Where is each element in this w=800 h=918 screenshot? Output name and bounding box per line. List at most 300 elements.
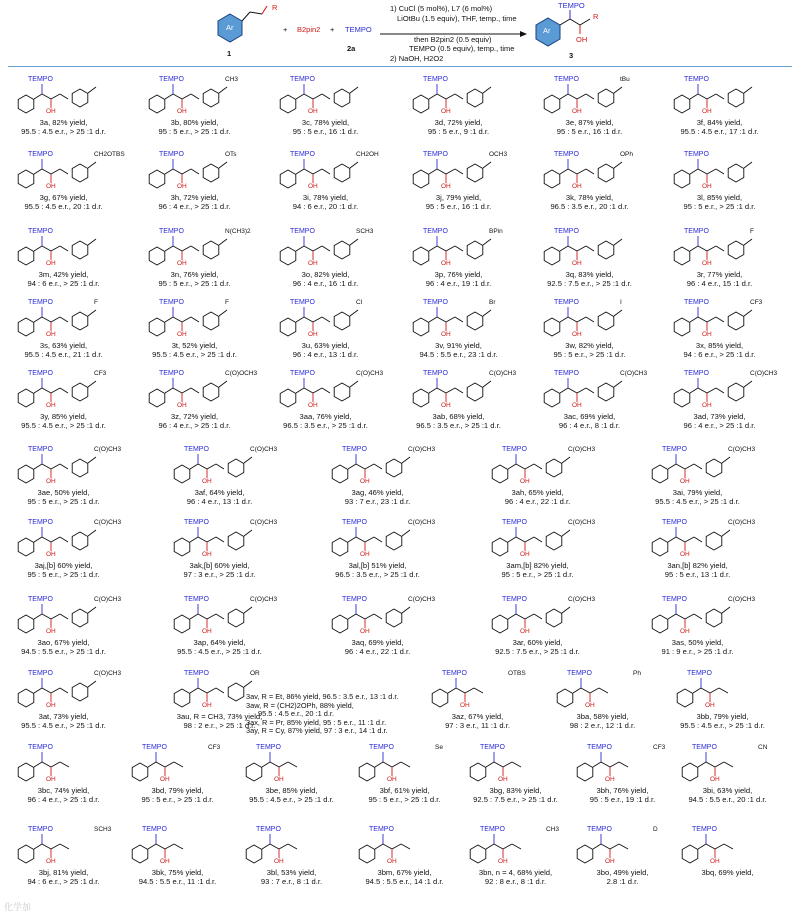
tempo-label: TEMPO: [662, 596, 687, 603]
tempo-label: TEMPO: [684, 151, 709, 158]
bond: [698, 317, 707, 322]
bond: [262, 844, 270, 849]
compound-yield: 3v, 91% yield,: [435, 341, 482, 350]
substituent-bond: [219, 239, 227, 245]
phenyl-ring: [544, 247, 560, 265]
bond: [190, 688, 198, 693]
compound-selectivity: 98 : 2 e.r., > 25 :1 d.r.: [183, 721, 256, 730]
oh-label: OH: [308, 402, 318, 409]
substituent-bond: [350, 162, 358, 168]
oh-label: OH: [46, 331, 56, 338]
bond: [437, 246, 446, 251]
substituent-bond: [614, 239, 622, 245]
oh-label: OH: [520, 551, 530, 558]
bond: [173, 246, 182, 251]
ether-bond: [216, 464, 224, 469]
chain-bond: [724, 762, 733, 767]
bond: [383, 762, 392, 767]
substituent-bond: [219, 87, 227, 93]
compound-selectivity: 96 : 4 e.r., 22 :1 d.r.: [504, 497, 571, 506]
substituent-label: C(O)CH3: [728, 596, 756, 603]
substituent-label: OTBS: [508, 670, 526, 677]
oh-label: OH: [360, 628, 370, 635]
bond: [207, 464, 216, 469]
bond: [503, 762, 512, 767]
ether-bond: [216, 688, 224, 693]
compound-selectivity: 94 : 6 e.r., 20 :1 d.r.: [292, 202, 359, 211]
oh-label: OH: [585, 702, 595, 709]
bond: [182, 388, 191, 393]
tempo-label: TEMPO: [342, 446, 367, 453]
bond: [190, 464, 198, 469]
aryl-ring: [72, 683, 88, 701]
bond: [690, 388, 698, 393]
oh-label: OH: [572, 183, 582, 190]
substituent-label: SCH3: [356, 228, 374, 235]
compound-selectivity: 95.5 : 4.5 e.r., > 25 :1 d.r.: [21, 127, 106, 136]
chain-bond: [174, 844, 183, 849]
compound-yield: 3ag, 46% yield,: [351, 488, 404, 497]
compound-selectivity: 96 : 4 e.r., 13 :1 d.r.: [186, 497, 253, 506]
tempo-label: TEMPO: [159, 151, 184, 158]
substituent-label: CF3: [94, 370, 107, 377]
substituent-label: tBu: [620, 76, 630, 83]
substituent-bond: [614, 310, 622, 316]
aryl-ring: [728, 312, 744, 330]
compound-yield: 3w, 82% yield,: [565, 341, 614, 350]
bond: [51, 169, 60, 174]
aryl-ring: [728, 164, 744, 182]
substituent-label: C(O)CH3: [250, 596, 278, 603]
compound-selectivity: 96.5 : 3.5 e.r., > 25 :1 d.r.: [335, 570, 420, 579]
substituent-label: OR: [250, 670, 260, 677]
phenyl-ring: [332, 465, 348, 483]
product-oh: OH: [576, 35, 588, 44]
bond: [577, 246, 586, 251]
bond: [42, 94, 51, 99]
aryl-ring: [72, 164, 88, 182]
compound-3bk: [120, 820, 235, 916]
substituent-bond: [744, 162, 752, 168]
ether-bond: [455, 246, 463, 251]
compound-3bo: [565, 820, 680, 916]
compound-selectivity: 94.5 : 5.5 e.r., 11 :1 d.r.: [138, 877, 217, 886]
ether-bond: [455, 317, 463, 322]
substituent-bond: [88, 457, 96, 463]
compound-selectivity: 95.5 : 4.5 e.r., 20 :1 d.r.: [24, 202, 103, 211]
bond: [148, 762, 156, 767]
tempo-label: TEMPO: [184, 596, 209, 603]
compound-yield: 3y, 85% yield,: [40, 412, 87, 421]
oh-label: OH: [387, 776, 397, 783]
tempo-label: TEMPO: [28, 519, 53, 526]
aryl-ring: [728, 383, 744, 401]
oh-label: OH: [520, 478, 530, 485]
compound-selectivity: 96 : 4 e.r., 8 :1 d.r.: [558, 421, 621, 430]
ether-bond: [374, 614, 382, 619]
compound-selectivity: 96.5 : 3.5 e.r., > 25 :1 d.r.: [416, 421, 501, 430]
compound-selectivity: 95.5 : 4.5 e.r., > 25 :1 d.r.: [655, 497, 740, 506]
compound-selectivity: 96.5 : 3.5 e.r., > 25 :1 d.r.: [283, 421, 368, 430]
chain-bond: [288, 844, 297, 849]
phenyl-ring: [149, 247, 165, 265]
bond: [279, 844, 288, 849]
compound-yield: 3bo, 49% yield,: [596, 868, 649, 877]
substituent-label: C(O)CH3: [728, 446, 756, 453]
aryl-ring: [386, 532, 402, 550]
compound-yield: 3ak,[b] 60% yield,: [189, 561, 250, 570]
oh-label: OH: [160, 776, 170, 783]
substituent-label: C(O)CH3: [568, 519, 596, 526]
bond: [690, 94, 698, 99]
bond: [173, 94, 182, 99]
substituent-bond: [483, 310, 491, 316]
compound-selectivity: 95 : 5 e.r., > 25 :1 d.r.: [368, 795, 441, 804]
substituent-label: OCH3: [489, 151, 508, 158]
bond: [448, 688, 456, 693]
oh-label: OH: [46, 858, 56, 865]
chain-bond: [288, 762, 297, 767]
bond: [42, 844, 51, 849]
series-line: 3aw, R = (CH2)2OPh, 88% yield,: [246, 700, 354, 710]
ether-bond: [455, 169, 463, 174]
tempo-label: TEMPO: [290, 76, 315, 83]
phenyl-ring: [674, 247, 690, 265]
bond: [182, 246, 191, 251]
compound-selectivity: 94 : 6 e.r., > 25 :1 d.r.: [683, 350, 756, 359]
aryl-ring: [728, 241, 744, 259]
phenyl-ring: [492, 465, 508, 483]
substituent-bond: [562, 607, 570, 613]
bond: [429, 388, 437, 393]
bond: [304, 94, 313, 99]
bond: [707, 317, 716, 322]
tempo-label: TEMPO: [28, 76, 53, 83]
bond: [207, 688, 216, 693]
bond: [690, 169, 698, 174]
tempo-label: TEMPO: [28, 299, 53, 306]
bond: [34, 464, 42, 469]
substituent-label: Cl: [356, 299, 363, 306]
substituent-bond: [483, 87, 491, 93]
bond: [601, 762, 610, 767]
bond: [503, 844, 512, 849]
aryl-ring: [467, 241, 483, 259]
substituent-label: CF3: [750, 299, 763, 306]
aryl-ring: [386, 459, 402, 477]
substituent-bond: [244, 681, 252, 687]
bond: [525, 614, 534, 619]
bond: [568, 246, 577, 251]
compound-selectivity: 96 : 4 e.r., > 25 :1 d.r.: [158, 202, 231, 211]
compound-yield: 3r, 77% yield,: [696, 270, 743, 279]
compound-selectivity: 94.5 : 5.5 e.r., > 25 :1 d.r.: [21, 647, 106, 656]
phenyl-ring: [174, 538, 190, 556]
substituent-label: I: [620, 299, 622, 306]
tempo-label: TEMPO: [692, 826, 717, 833]
bond: [568, 94, 577, 99]
oh-label: OH: [572, 331, 582, 338]
compound-yield: 3bc, 74% yield,: [37, 786, 90, 795]
tempo-label: TEMPO: [159, 299, 184, 306]
substituent-label: C(O)CH3: [94, 596, 122, 603]
phenyl-ring: [149, 318, 165, 336]
aryl-ring: [598, 89, 614, 107]
compound-yield: 3as, 50% yield,: [671, 638, 724, 647]
aryl-ring: [72, 89, 88, 107]
ether-bond: [191, 246, 199, 251]
bond: [42, 388, 51, 393]
phenyl-ring: [174, 465, 190, 483]
bond: [182, 169, 191, 174]
tempo-label: TEMPO: [554, 151, 579, 158]
chain-bond: [60, 762, 69, 767]
bond: [516, 464, 525, 469]
bond: [516, 537, 525, 542]
aryl-ring: [334, 164, 350, 182]
bond: [715, 844, 724, 849]
substituent-label: D: [653, 826, 658, 833]
aryl-ring: [467, 164, 483, 182]
bond: [34, 537, 42, 542]
bond: [590, 688, 599, 693]
bond: [42, 464, 51, 469]
bond: [668, 464, 676, 469]
bond: [198, 688, 207, 693]
phenyl-ring: [246, 763, 262, 781]
compound-selectivity: 95 : 5 e.r., 16 :1 d.r.: [556, 127, 623, 136]
substituent-bond: [483, 162, 491, 168]
substituent-label: F: [225, 299, 229, 306]
compound-selectivity: 94.5 : 5.5 e.r., 14 :1 d.r.: [365, 877, 444, 886]
oh-label: OH: [308, 331, 318, 338]
tempo-label: TEMPO: [256, 826, 281, 833]
phenyl-ring: [544, 389, 560, 407]
tempo-label: TEMPO: [256, 744, 281, 751]
tempo-label: TEMPO: [554, 299, 579, 306]
bond: [34, 169, 42, 174]
tempo-label: TEMPO: [369, 826, 394, 833]
compound-yield: 3ah, 65% yield,: [511, 488, 564, 497]
tempo-label: TEMPO: [290, 151, 315, 158]
bond: [207, 614, 216, 619]
phenyl-ring: [674, 389, 690, 407]
compound-selectivity: 96 : 4 e.r., 22 :1 d.r.: [344, 647, 411, 656]
substituent-label: C(O)CH3: [408, 596, 436, 603]
bond: [42, 537, 51, 542]
compound-selectivity: 95 : 5 e.r., > 25 :1 d.r.: [158, 279, 231, 288]
ether-bond: [586, 246, 594, 251]
aryl-ring: [706, 532, 722, 550]
compound-yield: 3bq, 69% yield,: [701, 868, 754, 877]
oh-label: OH: [177, 331, 187, 338]
phenyl-ring: [18, 845, 34, 863]
compound-selectivity: 95 : 5 e.r., 19 :1 d.r.: [589, 795, 656, 804]
substituent-bond: [562, 530, 570, 536]
bond: [173, 388, 182, 393]
bond: [198, 464, 207, 469]
bond: [465, 688, 474, 693]
bond: [568, 317, 577, 322]
substituent-label: F: [750, 228, 754, 235]
compound-3bq: [670, 820, 785, 916]
compound-selectivity: 96 : 4 e.r., > 25 :1 d.r.: [683, 421, 756, 430]
phenyl-ring: [652, 538, 668, 556]
substituent-bond: [614, 162, 622, 168]
compound-yield: 3bk, 75% yield,: [151, 868, 204, 877]
aryl-ring: [598, 164, 614, 182]
bond: [560, 246, 568, 251]
ether-bond: [216, 537, 224, 542]
oh-label: OH: [702, 331, 712, 338]
bond: [698, 169, 707, 174]
oh-label: OH: [360, 478, 370, 485]
phenyl-ring: [682, 763, 698, 781]
aryl-ring: [546, 609, 562, 627]
oh-label: OH: [274, 858, 284, 865]
bond: [348, 464, 356, 469]
tempo-label: TEMPO: [554, 370, 579, 377]
bond: [51, 614, 60, 619]
series-line: 3ay, R = Cy, 87% yield, 97 : 3 e.r., 14 :1 d.r.: [246, 726, 388, 736]
compound-yield: 3ar, 60% yield,: [512, 638, 563, 647]
compound-selectivity: 95 : 5 e.r., > 25 :1 d.r.: [501, 570, 574, 579]
substituent-bond: [722, 530, 730, 536]
substituent-label: CH2OTBS: [94, 151, 125, 158]
bond: [593, 844, 601, 849]
bond: [707, 94, 716, 99]
compound-selectivity: 95.5 : 4.5 e.r., > 25 :1 d.r.: [21, 421, 106, 430]
substituent-bond: [88, 681, 96, 687]
bond: [486, 844, 494, 849]
bond: [701, 688, 710, 693]
substituent-bond: [219, 310, 227, 316]
bond: [581, 688, 590, 693]
bond: [577, 388, 586, 393]
phenyl-ring: [432, 689, 448, 707]
phenyl-ring: [18, 95, 34, 113]
bond: [356, 464, 365, 469]
phenyl-ring: [332, 615, 348, 633]
ether-bond: [322, 246, 330, 251]
substituent-label: Ph: [633, 670, 641, 677]
compound-yield: 3o, 82% yield,: [301, 270, 350, 279]
chain-bond: [401, 762, 410, 767]
oh-label: OH: [702, 108, 712, 115]
aryl-ring: [467, 89, 483, 107]
substituent-bond: [744, 381, 752, 387]
phenyl-ring: [280, 95, 296, 113]
ether-bond: [694, 464, 702, 469]
tempo-label: TEMPO: [28, 228, 53, 235]
ether-bond: [716, 388, 724, 393]
oh-label: OH: [572, 260, 582, 267]
aryl-label-1: Ar: [226, 23, 234, 32]
compound-yield: 3ao, 67% yield,: [37, 638, 90, 647]
bond: [698, 844, 706, 849]
condition-1: 1) CuCl (5 mol%), L7 (6 mol%): [390, 4, 493, 13]
phenyl-ring: [18, 763, 34, 781]
compound-yield: 3z, 72% yield,: [170, 412, 219, 421]
tempo-label: TEMPO: [184, 446, 209, 453]
bond: [577, 169, 586, 174]
compound-selectivity: 95 : 5 e.r., > 25 :1 d.r.: [27, 497, 100, 506]
bond: [348, 614, 356, 619]
substituent-label: C(O)CH3: [94, 446, 122, 453]
substituent-bond: [722, 457, 730, 463]
tempo-label: TEMPO: [442, 670, 467, 677]
bond: [173, 169, 182, 174]
ether-bond: [60, 537, 68, 542]
substituent-bond: [244, 457, 252, 463]
oh-label: OH: [160, 858, 170, 865]
oh-label: OH: [177, 183, 187, 190]
bond: [313, 246, 322, 251]
compound-selectivity: 92.5 : 7.5 e.r., > 25 :1 d.r.: [547, 279, 632, 288]
substituent-bond: [722, 607, 730, 613]
oh-label: OH: [680, 628, 690, 635]
compound-yield: 3ad, 73% yield,: [693, 412, 746, 421]
compound-selectivity: 95 : 5 e.r., > 25 :1 d.r.: [553, 350, 626, 359]
bond: [437, 317, 446, 322]
aryl-ring: [598, 241, 614, 259]
tempo-label: TEMPO: [159, 76, 184, 83]
compound-yield: 3bm, 67% yield,: [377, 868, 432, 877]
substituent-bond: [244, 607, 252, 613]
bond: [148, 844, 156, 849]
bond: [165, 94, 173, 99]
tempo-label: TEMPO: [28, 151, 53, 158]
oh-label: OH: [46, 260, 56, 267]
phenyl-ring: [246, 845, 262, 863]
compound-selectivity: 96 : 4 e.r., 15 :1 d.r.: [686, 279, 753, 288]
compound-yield: 3al,[b] 51% yield,: [348, 561, 407, 570]
bond: [560, 388, 568, 393]
substituent-label: F: [94, 299, 98, 306]
r-group-1: R: [272, 3, 278, 12]
oh-label: OH: [46, 478, 56, 485]
condition-2: LiOtBu (1.5 equiv), THF, temp., time: [397, 14, 517, 23]
bond: [668, 614, 676, 619]
bond: [156, 762, 165, 767]
phenyl-ring: [18, 318, 34, 336]
tempo-label: TEMPO: [28, 826, 53, 833]
ether-bond: [216, 614, 224, 619]
ether-bond: [534, 464, 542, 469]
aryl-ring: [728, 89, 744, 107]
plus-sign-2: +: [330, 25, 335, 34]
bond: [348, 537, 356, 542]
oh-label: OH: [308, 108, 318, 115]
compound-selectivity: 95.5 : 4.5 e.r., > 25 :1 d.r.: [152, 350, 237, 359]
compound-yield: 3be, 85% yield,: [265, 786, 318, 795]
bond: [577, 94, 586, 99]
bond: [685, 614, 694, 619]
tempo-label: TEMPO: [502, 446, 527, 453]
bond: [42, 169, 51, 174]
bond: [313, 94, 322, 99]
bond: [51, 688, 60, 693]
ether-bond: [60, 169, 68, 174]
compound-yield: 3ae, 50% yield,: [37, 488, 90, 497]
substituent-label: Se: [435, 744, 443, 751]
phenyl-ring: [359, 763, 375, 781]
bond: [676, 464, 685, 469]
bond: [690, 317, 698, 322]
phenyl-ring: [18, 615, 34, 633]
tempo-label: TEMPO: [290, 228, 315, 235]
aryl-ring: [334, 89, 350, 107]
